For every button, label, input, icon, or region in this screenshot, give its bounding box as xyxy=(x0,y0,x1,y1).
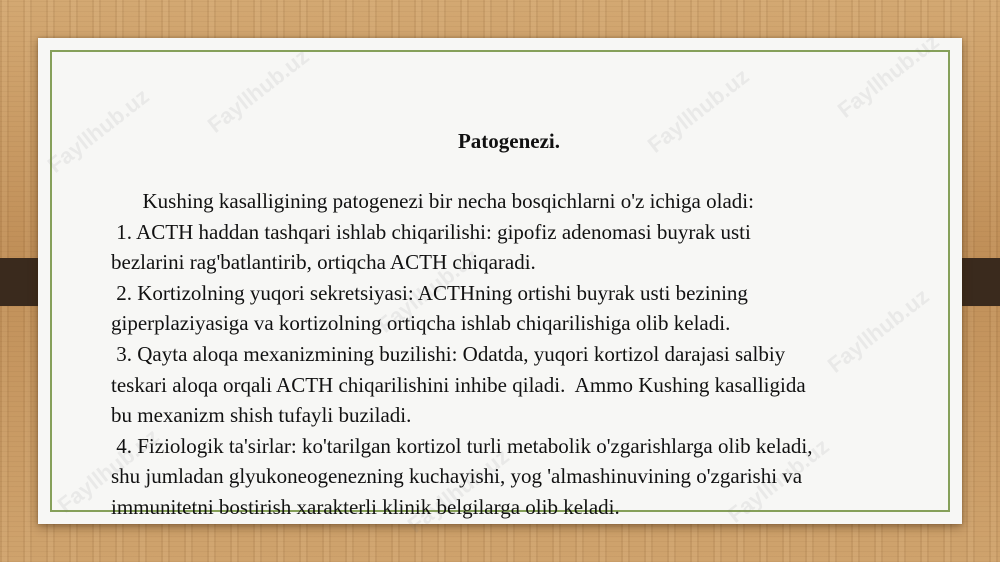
watermark: Fayllhub.uz xyxy=(822,283,934,378)
slide-paper xyxy=(38,28,962,538)
watermark: Fayllhub.uz xyxy=(42,83,154,178)
watermark: Fayllhub.uz xyxy=(52,423,164,518)
body-line: bezlarini rag'batlantirib, ortiqcha ACTH chiqaradi. xyxy=(111,250,536,275)
body-line: teskari aloqa orqali ACTH chiqarilishini inhibe qiladi. Ammo Kushing kasalligida xyxy=(111,372,806,397)
slide-body xyxy=(111,186,981,523)
watermark: Fayllhub.uz xyxy=(642,63,754,158)
body-line: 4. Fiziologik ta'sirlar: ko'tarilgan kortizol turli metabolik o'zgarishlarga olib keladi, xyxy=(111,433,813,458)
body-line: 2. Kortizolning yuqori sekretsiyasi: ACTHning ortishi buyrak usti bezining xyxy=(111,280,748,305)
body-line: 3. Qayta aloqa mexanizmining buzilishi: Odatda, yuqori kortizol darajasi salbiy xyxy=(111,341,786,366)
watermark: Fayllhub.uz xyxy=(202,43,314,138)
body-line-intro: Kushing kasalligining patogenezi bir necha bosqichlarni o'z ichiga oladi: xyxy=(111,189,754,213)
slide-title: Patogenezi. xyxy=(457,129,561,153)
body-line: immunitetni bostirish xarakterli klinik belgilarga olib keladi. xyxy=(111,494,620,519)
watermark: Fayllhub.uz xyxy=(372,243,484,338)
watermark: Fayllhub.uz xyxy=(832,28,944,123)
watermark: Fayllhub.uz xyxy=(402,443,514,538)
body-line: 1. ACTH haddan tashqari ishlab chiqarilishi: gipofiz adenomasi buyrak usti xyxy=(111,219,751,244)
body-line: shu jumladan glyukoneogenezning kuchayishi, yog 'almashinuvining o'zgarishi va xyxy=(111,464,803,489)
body-line: bu mexanizm shish tufayli buziladi. xyxy=(111,403,412,428)
body-line: giperplaziyasiga va kortizolning ortiqcha ishlab chiqarilishiga olib keladi. xyxy=(111,311,731,336)
watermark: Fayllhub.uz xyxy=(722,433,834,528)
